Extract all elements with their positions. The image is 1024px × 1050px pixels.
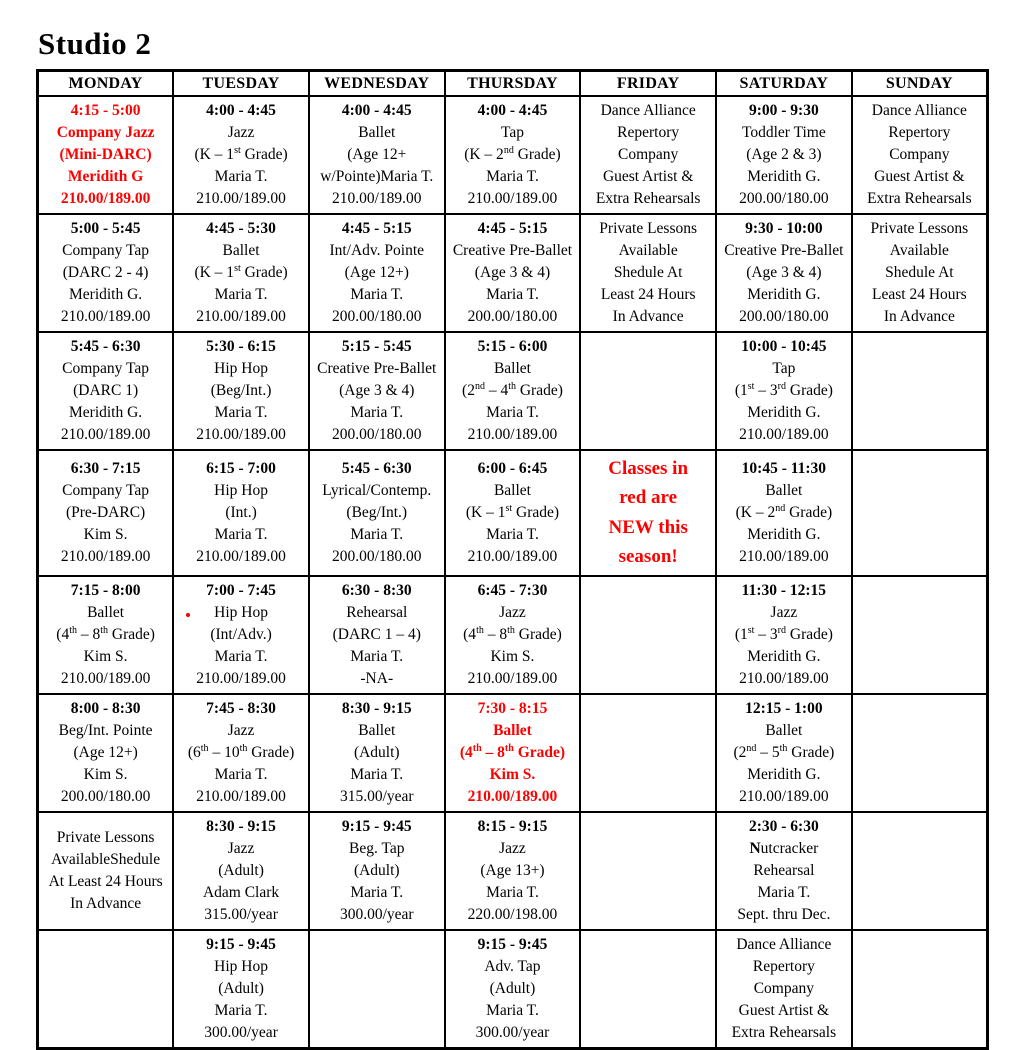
schedule-cell [38,930,174,1049]
cell-line: Company [889,146,950,163]
table-row [38,930,988,1049]
table-row [38,214,988,332]
cell-line: 210.00/189.00 [739,669,829,687]
column-header-thursday: THURSDAY [445,71,581,97]
cell-line: 210.00/189.00 [196,426,286,443]
cell-line: NEW this [608,516,688,538]
cell-line: Maria T. [214,525,268,543]
cell-line: Extra Rehearsals [595,190,701,207]
cell-line: 300.00/year [204,1023,278,1041]
cell-line: 210.00/189.00 [196,547,286,565]
cell-line: 210.00/189.00 [196,190,286,207]
cell-line: 210.00/189.00 [467,426,558,443]
cell-line: Maria T. [214,404,268,421]
cell-line: Company [753,979,814,997]
cell-line: (Adult) [489,979,536,997]
cell-time: 9:15 - 9:45 [477,935,548,953]
cell-line: 300.00/year [339,905,414,923]
cell-time: 4:00 - 4:45 [341,102,412,119]
cell-line: Maria T. [214,1001,268,1019]
red-dot-icon [186,613,190,617]
cell-time: 6:00 - 6:45 [477,459,548,477]
column-header-sunday: SUNDAY [852,71,988,97]
cell-line: Maria T. [214,765,268,783]
cell-line: Maria T. [214,647,268,665]
cell-line: (Int.) [225,503,257,521]
cell-line: Private Lessons [599,220,698,237]
schedule-cell [173,96,309,214]
cell-line: Company Tap [62,360,150,377]
cell-line: Meridith G. [747,647,821,665]
cell-line: Maria T. [486,404,539,421]
cell-time: 10:00 - 10:45 [741,338,827,355]
cell-line: Sept. thru Dec. [737,905,831,923]
cell-line: Meridith G. [69,404,143,421]
cell-line: Hip Hop [214,957,268,975]
cell-line: Toddler Time [741,124,826,141]
cell-line: 210.00/189.00 [467,787,558,805]
cell-line: 200.00/180.00 [331,547,422,565]
schedule-cell [38,214,174,332]
cell-time: 6:30 - 7:15 [70,459,141,477]
schedule-cell [716,214,852,332]
cell-line: Ballet [493,721,532,739]
cell-line: season! [618,546,678,568]
schedule-cell [309,96,445,214]
cell-time: 10:45 - 11:30 [741,459,827,477]
schedule-cell [445,694,581,812]
schedule-header [38,71,988,97]
cell-line: (2nd – 5th Grade) [733,742,835,761]
cell-line: 210.00/189.00 [196,308,286,325]
cell-line: Rehearsal [753,861,815,879]
schedule-cell [38,96,174,214]
schedule-cell [173,332,309,450]
cell-line: (Int/Adv.) [210,625,272,643]
cell-line: (Pre-DARC) [65,503,146,521]
schedule-cell [173,694,309,812]
cell-line: Available [889,242,949,259]
cell-line: Meridith G. [747,404,821,421]
cell-line: Kim S. [83,525,128,543]
cell-line: (Age 2 & 3) [746,146,822,163]
cell-time: 4:15 - 5:00 [70,102,141,119]
schedule-cell [852,812,988,930]
cell-line: 300.00/year [475,1023,550,1041]
cell-time: 9:15 - 9:45 [341,817,412,835]
cell-line: Adam Clark [202,883,280,901]
schedule-cell [309,694,445,812]
cell-time: 4:45 - 5:30 [206,220,276,237]
cell-time: 2:30 - 6:30 [748,817,819,835]
cell-line: Maria T. [486,525,539,543]
cell-line: Least 24 Hours [600,286,696,303]
cell-line: Company Tap [62,242,150,259]
cell-line: Meridith G. [747,168,821,185]
cell-line: (Age 12+) [73,743,138,761]
cell-line: 200.00/180.00 [331,308,422,325]
schedule-cell [580,930,716,1049]
cell-time: 4:00 - 4:45 [206,102,276,119]
cell-line: (4th – 8th Grade) [56,624,155,643]
column-header-wednesday: WEDNESDAY [309,71,445,97]
cell-line: Meridith G [67,168,144,185]
cell-line: 210.00/189.00 [467,190,558,207]
cell-line: 210.00/189.00 [196,787,286,805]
schedule-cell [716,930,852,1049]
cell-line: Company Tap [62,481,150,499]
cell-time: 9:15 - 9:45 [206,935,276,953]
cell-line: Creative Pre-Ballet [724,242,844,259]
cell-line: Company [618,146,679,163]
cell-line: Jazz [227,124,255,141]
cell-line: w/Pointe)Maria T. [320,168,434,185]
cell-line: Ballet [765,481,803,499]
cell-line: 200.00/180.00 [60,787,151,805]
schedule-cell [580,332,716,450]
cell-time: 8:30 - 9:15 [206,817,276,835]
cell-line: 200.00/180.00 [331,426,422,443]
table-row [38,812,988,930]
schedule-cell [852,332,988,450]
cell-time: 9:30 - 10:00 [745,220,823,237]
column-header-monday: MONDAY [38,71,174,97]
cell-line: Maria T. [350,883,404,901]
schedule-cell [445,450,581,576]
schedule-cell [309,576,445,694]
schedule-cell [445,96,581,214]
schedule-cell [852,694,988,812]
cell-line: (Beg/Int.) [210,382,272,399]
cell-time: 5:00 - 5:45 [70,220,141,237]
cell-line: (DARC 2 - 4) [62,264,149,281]
cell-line: Maria T. [350,765,404,783]
cell-line: 210.00/189.00 [739,547,829,565]
cell-line: (K – 1st Grade) [194,262,288,281]
schedule-cell [852,96,988,214]
schedule-cell [173,450,309,576]
cell-time: 5:15 - 5:45 [341,338,412,355]
cell-line: Maria T. [486,286,539,303]
cell-line: Maria T. [486,1001,539,1019]
schedule-cell [580,214,716,332]
schedule-cell [38,332,174,450]
cell-time: 6:30 - 8:30 [341,581,412,599]
cell-line: Meridith G. [69,286,143,303]
cell-line: Hip Hop [214,603,268,621]
cell-line: Dance Alliance [736,935,832,953]
schedule-cell [580,450,716,576]
cell-line: Ballet [493,360,531,377]
cell-line: Jazz [227,839,255,857]
cell-line: Company Jazz [56,124,155,141]
cell-line: 315.00/year [204,905,278,923]
cell-line: Tap [500,124,524,141]
cell-time: 7:15 - 8:00 [70,581,141,599]
cell-line: Ballet [222,242,260,259]
schedule-cell [852,576,988,694]
cell-line: Beg/Int. Pointe [58,721,153,739]
cell-line: In Advance [70,894,142,912]
cell-line: Ballet [493,481,531,499]
cell-line: Meridith G. [747,286,821,303]
column-header-friday: FRIDAY [580,71,716,97]
cell-time: 7:00 - 7:45 [206,581,276,599]
cell-line: Shedule At [885,264,954,281]
column-header-saturday: SATURDAY [716,71,852,97]
cell-line: Shedule At [613,264,683,281]
schedule-cell [38,694,174,812]
cell-time: 6:45 - 7:30 [477,581,548,599]
cell-line: Maria T. [486,883,539,901]
cell-line: 200.00/180.00 [739,308,829,325]
cell-line: red are [619,487,678,509]
cell-line: Jazz [770,603,798,621]
cell-line: 210.00/189.00 [60,669,151,687]
cell-line: Creative Pre-Ballet [452,242,573,259]
cell-time: 5:45 - 6:30 [70,338,141,355]
schedule-cell [445,812,581,930]
schedule-cell [716,96,852,214]
cell-line: Ballet [358,721,396,739]
cell-line: Jazz [499,839,526,857]
cell-line: Beg. Tap [349,839,405,857]
cell-line: Classes in [608,458,689,479]
cell-line: 200.00/180.00 [739,190,829,207]
cell-time: 5:45 - 6:30 [341,459,412,477]
cell-line: Adv. Tap [484,957,541,975]
cell-line: 210.00/189.00 [60,308,151,325]
schedule-cell [309,450,445,576]
cell-line: 220.00/198.00 [467,905,558,923]
cell-time: 5:15 - 6:00 [477,338,548,355]
cell-line: (K – 2nd Grade) [735,502,833,521]
cell-line: Nutcracker [749,839,819,857]
schedule-cell [309,930,445,1049]
cell-line: At Least 24 Hours [48,872,163,890]
schedule-cell [716,576,852,694]
cell-line: (K – 1st Grade) [465,502,560,521]
cell-time: 11:30 - 12:15 [741,581,827,599]
cell-line: Creative Pre-Ballet [317,360,437,377]
cell-line: (Adult) [218,979,264,997]
cell-line: Maria T. [214,168,268,185]
cell-line: (Age 13+) [480,861,545,879]
cell-line: (1st – 3rd Grade) [734,380,833,399]
schedule-cell [38,812,174,930]
cell-time: 8:00 - 8:30 [70,699,141,717]
cell-line: 210.00/189.00 [60,547,151,565]
table-row [38,694,988,812]
cell-line: Private Lessons [870,220,969,237]
schedule-cell [445,576,581,694]
schedule-cell [580,694,716,812]
cell-time: 5:30 - 6:15 [206,338,276,355]
cell-line: (4th – 8th Grade) [463,624,562,643]
cell-line: Private Lessons [56,828,155,846]
cell-line: Repertory [617,124,680,141]
cell-line: Ballet [87,603,125,621]
cell-line: 210.00/189.00 [467,547,558,565]
cell-line: 210.00/189.00 [739,426,829,443]
cell-line: 210.00/189.00 [196,669,286,687]
cell-time: 7:45 - 8:30 [206,699,276,717]
schedule-cell [852,214,988,332]
cell-line: 210.00/189.00 [60,426,151,443]
cell-line: (DARC 1 – 4) [332,625,421,643]
cell-time: 7:30 - 8:15 [477,699,548,717]
schedule-cell [716,450,852,576]
schedule-cell [38,576,174,694]
cell-line: (DARC 1) [73,382,139,399]
cell-line: Guest Artist & [874,168,965,185]
cell-line: (Age 12+ [347,146,407,163]
cell-line: (Adult) [353,743,400,761]
cell-line: (Mini-DARC) [59,146,152,163]
table-row [38,332,988,450]
cell-line: (Adult) [353,861,400,879]
page-title: Studio 2 [38,26,152,61]
cell-line: 315.00/year [339,787,414,805]
cell-line: Jazz [499,603,526,621]
cell-line: Maria T. [350,647,404,665]
schedule-cell [173,576,309,694]
schedule-cell [852,450,988,576]
cell-line: Tap [772,360,796,377]
table-row [38,450,988,576]
cell-line: (2nd – 4th Grade) [462,380,563,399]
cell-line: Kim S. [489,765,536,783]
cell-line: Kim S. [83,647,128,665]
cell-line: Ballet [358,124,396,141]
cell-line: Maria T. [486,168,539,185]
cell-line: Dance Alliance [600,102,696,119]
cell-line: 210.00/189.00 [331,190,422,207]
cell-line: Lyrical/Contemp. [322,481,432,499]
schedule-cell [173,930,309,1049]
schedule-cell [580,96,716,214]
cell-line: (K – 2nd Grade) [464,144,561,163]
cell-line: Maria T. [214,286,268,303]
cell-line: Hip Hop [214,360,268,377]
cell-line: 210.00/189.00 [60,190,151,207]
schedule-cell [173,214,309,332]
schedule-cell [309,812,445,930]
cell-line: Ballet [765,721,803,739]
cell-time: 8:15 - 9:15 [477,817,548,835]
schedule-cell [580,576,716,694]
cell-line: In Advance [883,308,955,325]
cell-time: 8:30 - 9:15 [341,699,412,717]
schedule-cell [716,694,852,812]
cell-line: Maria T. [350,404,404,421]
cell-line: (Age 3 & 4) [746,264,822,281]
cell-time: 4:45 - 5:15 [341,220,412,237]
schedule-cell [309,214,445,332]
cell-line: (Beg/Int.) [346,503,408,521]
table-row [38,96,988,214]
cell-line: (K – 1st Grade) [194,144,288,163]
table-row [38,576,988,694]
schedule-cell [173,812,309,930]
schedule-cell [852,930,988,1049]
cell-line: (Age 12+) [344,264,409,281]
cell-line: Meridith G. [747,525,821,543]
cell-line: Int/Adv. Pointe [329,242,425,259]
schedule-table [36,69,989,1050]
cell-line: Meridith G. [747,765,821,783]
cell-line: Kim S. [83,765,128,783]
cell-line: Guest Artist & [738,1001,830,1019]
schedule-cell [716,812,852,930]
cell-line: -NA- [360,669,394,687]
cell-line: (6th – 10th Grade) [187,742,295,761]
cell-line: Least 24 Hours [872,286,967,303]
cell-time: 9:00 - 9:30 [748,102,819,119]
schedule-cell [445,332,581,450]
header-row [38,71,988,97]
schedule-cell [38,450,174,576]
cell-time: 4:00 - 4:45 [477,102,548,119]
cell-line: Repertory [752,957,815,975]
schedule-cell [445,214,581,332]
cell-line: Dance Alliance [871,102,967,119]
cell-line: (Age 3 & 4) [339,382,415,399]
cell-time: 12:15 - 1:00 [745,699,823,717]
cell-time: 6:15 - 7:00 [206,459,276,477]
cell-line: In Advance [612,308,684,325]
cell-line: Maria T. [757,883,811,901]
cell-line: 210.00/189.00 [739,787,829,805]
cell-line: AvailableShedule [51,850,161,868]
schedule-cell [445,930,581,1049]
cell-line: 200.00/180.00 [467,308,558,325]
column-header-tuesday: TUESDAY [173,71,309,97]
cell-line: Guest Artist & [602,168,694,185]
cell-line: (Adult) [218,861,264,879]
cell-line: (1st – 3rd Grade) [734,624,833,643]
cell-line: Maria T. [350,286,404,303]
cell-line: Hip Hop [214,481,268,499]
schedule-body [38,96,988,1048]
cell-time: 4:45 - 5:15 [477,220,548,237]
schedule-cell [309,332,445,450]
cell-line: Available [618,242,678,259]
cell-line: 210.00/189.00 [467,669,558,687]
cell-line: Extra Rehearsals [867,190,972,207]
cell-line: Extra Rehearsals [731,1023,837,1041]
cell-line: (4th – 8th Grade) [459,742,566,761]
cell-line: Rehearsal [346,603,408,621]
cell-line: Jazz [227,721,255,739]
schedule-cell [580,812,716,930]
cell-line: Repertory [888,124,951,141]
cell-line: (Age 3 & 4) [474,264,551,281]
schedule-cell [716,332,852,450]
cell-line: Maria T. [350,525,404,543]
cell-line: Kim S. [490,647,535,665]
